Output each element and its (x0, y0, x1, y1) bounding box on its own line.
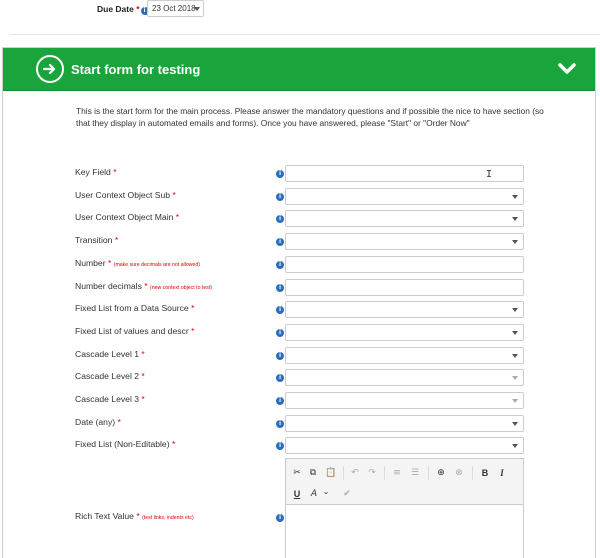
required-mark: * (136, 4, 140, 14)
form-row (3, 414, 595, 432)
required-mark: * (141, 349, 145, 359)
required-mark: * (117, 417, 121, 427)
required-mark: * (141, 394, 145, 404)
field-label (75, 190, 176, 200)
field-label (75, 349, 145, 359)
dropdown-arrow-icon (512, 195, 518, 199)
field-label-text: Number (75, 258, 106, 268)
select-field[interactable] (285, 188, 524, 205)
field-label (75, 212, 179, 222)
field-hint: (new context object to test) (150, 285, 213, 291)
cut-icon[interactable]: ✂ (293, 468, 301, 478)
field-label (75, 167, 117, 177)
form-row (3, 232, 595, 250)
required-mark: * (191, 326, 195, 336)
undo-icon[interactable]: ↶ (351, 468, 359, 478)
due-date-label-text: Due Date (97, 4, 134, 14)
info-icon[interactable]: i (276, 284, 284, 292)
dropdown-arrow-icon (512, 399, 518, 403)
field-label-text: Number decimals (75, 281, 142, 291)
field-label-text: Key Field (75, 167, 111, 177)
link-icon[interactable]: ⊕ (437, 468, 445, 478)
info-icon[interactable]: i (276, 442, 284, 450)
toolbar-separator (472, 466, 473, 480)
field-label-text: User Context Object Main (75, 212, 174, 222)
toolbar-separator (384, 466, 385, 480)
field-hint: (make sure decimals are not allowed) (113, 262, 200, 268)
dropdown-arrow-icon (512, 331, 518, 335)
form-row (3, 164, 595, 182)
field-label-text: Cascade Level 3 (75, 394, 140, 404)
field-label-text: Fixed List (Non-Editable) (75, 439, 170, 449)
select-field[interactable] (285, 210, 524, 227)
rich-text-editor[interactable] (285, 458, 524, 558)
field-label-text: Rich Text Value (75, 511, 134, 521)
field-label (75, 394, 145, 404)
info-icon[interactable]: i (276, 238, 284, 246)
toolbar-separator (343, 466, 344, 480)
field-label-text: Date (any) (75, 417, 116, 427)
info-icon[interactable]: i (276, 193, 284, 201)
due-date-select[interactable] (147, 0, 204, 17)
field-label (75, 326, 194, 336)
italic-icon[interactable]: I (500, 468, 504, 478)
text-input[interactable] (285, 279, 524, 296)
select-field[interactable] (285, 415, 524, 432)
field-label (75, 511, 194, 521)
info-icon[interactable]: i (276, 352, 284, 360)
info-icon[interactable]: i (276, 514, 284, 522)
dropdown-arrow-icon (512, 376, 518, 380)
field-label-text: Fixed List of values and descr (75, 326, 189, 336)
bulleted-list-icon[interactable]: ☰ (410, 468, 420, 478)
rich-text-toolbar (286, 459, 523, 505)
text-input[interactable] (285, 165, 524, 182)
numbered-list-icon[interactable]: ≡ (393, 468, 401, 478)
dropdown-arrow-icon (512, 240, 518, 244)
text-input[interactable] (285, 256, 524, 273)
info-icon[interactable]: i (141, 7, 149, 15)
required-mark: * (144, 281, 148, 291)
chevron-down-icon[interactable] (558, 62, 576, 78)
info-icon[interactable]: i (276, 397, 284, 405)
form-row (3, 436, 595, 454)
info-icon[interactable]: i (276, 420, 284, 428)
required-mark: * (171, 439, 176, 449)
required-mark: * (191, 303, 195, 313)
select-field[interactable] (285, 392, 524, 409)
unlink-icon[interactable]: ⊗ (455, 468, 463, 478)
divider (10, 34, 600, 35)
form-row (3, 278, 595, 296)
clear-format-icon[interactable]: ✔ (343, 489, 351, 499)
select-field[interactable] (285, 369, 524, 386)
form-row (3, 187, 595, 205)
field-label (75, 439, 175, 449)
field-label-text: User Context Object Sub (75, 190, 171, 200)
panel-header[interactable] (3, 48, 595, 91)
select-field[interactable] (285, 437, 524, 454)
dropdown-arrow-icon (194, 7, 200, 11)
info-icon[interactable]: i (276, 329, 284, 337)
paste-icon[interactable]: 📋 (325, 468, 337, 478)
dropdown-arrow-icon (512, 308, 518, 312)
required-mark: * (141, 371, 145, 381)
required-mark: * (113, 167, 117, 177)
field-label-text: Cascade Level 1 (75, 349, 140, 359)
form-row (3, 323, 595, 341)
info-icon[interactable]: i (276, 306, 284, 314)
start-form-panel (2, 47, 596, 558)
field-label (75, 281, 212, 291)
select-field[interactable] (285, 301, 524, 318)
field-label (75, 417, 121, 427)
field-label (75, 258, 200, 268)
field-hint: (test links, indents etc) (142, 515, 194, 521)
field-label-text: Fixed List from a Data Source (75, 303, 189, 313)
form-row (3, 255, 595, 273)
redo-icon[interactable]: ↷ (368, 468, 376, 478)
bold-icon[interactable]: B (481, 468, 489, 478)
info-icon[interactable]: i (276, 374, 284, 382)
text-cursor-icon: I (486, 169, 493, 180)
copy-icon[interactable]: ⧉ (309, 468, 317, 478)
intro-text: This is the start form for the main process. Please answer the mandatory questions and if possible the nice to have section (so that they display in automated emails and forms). Once you have answered, please "Start" or "Order Now" (76, 106, 544, 128)
form-row (3, 368, 595, 386)
due-date-value: 23 Oct 2018 (152, 4, 196, 13)
toolbar-separator (428, 466, 429, 480)
underline-icon[interactable]: U (293, 489, 301, 499)
required-mark: * (172, 190, 176, 200)
arrow-right-circle-icon (36, 55, 64, 83)
form-row (3, 209, 595, 227)
select-field[interactable] (285, 347, 524, 364)
dropdown-arrow-icon (512, 217, 518, 221)
required-mark: * (114, 235, 119, 245)
select-field[interactable] (285, 324, 524, 341)
select-field[interactable] (285, 233, 524, 250)
field-label (75, 371, 145, 381)
required-mark: * (175, 212, 180, 222)
info-icon[interactable]: i (276, 215, 284, 223)
required-mark: * (107, 258, 112, 268)
field-label (75, 235, 118, 245)
form-row (3, 346, 595, 364)
due-date-label (97, 4, 149, 15)
field-label-text: Cascade Level 2 (75, 371, 140, 381)
dropdown-arrow-icon (512, 354, 518, 358)
form-row (3, 300, 595, 318)
due-date-row (0, 0, 600, 36)
dropdown-arrow-icon (512, 444, 518, 448)
text-color-icon[interactable]: A (310, 489, 318, 499)
info-icon[interactable]: i (276, 261, 284, 269)
required-mark: * (136, 511, 140, 521)
dropdown-arrow-icon (512, 422, 518, 426)
info-icon[interactable]: i (276, 170, 284, 178)
form-row (3, 391, 595, 409)
field-label-text: Transition (75, 235, 113, 245)
panel-title: Start form for testing (71, 62, 201, 77)
field-label (75, 303, 194, 313)
chevron-down-icon[interactable]: ⌄ (322, 487, 330, 496)
